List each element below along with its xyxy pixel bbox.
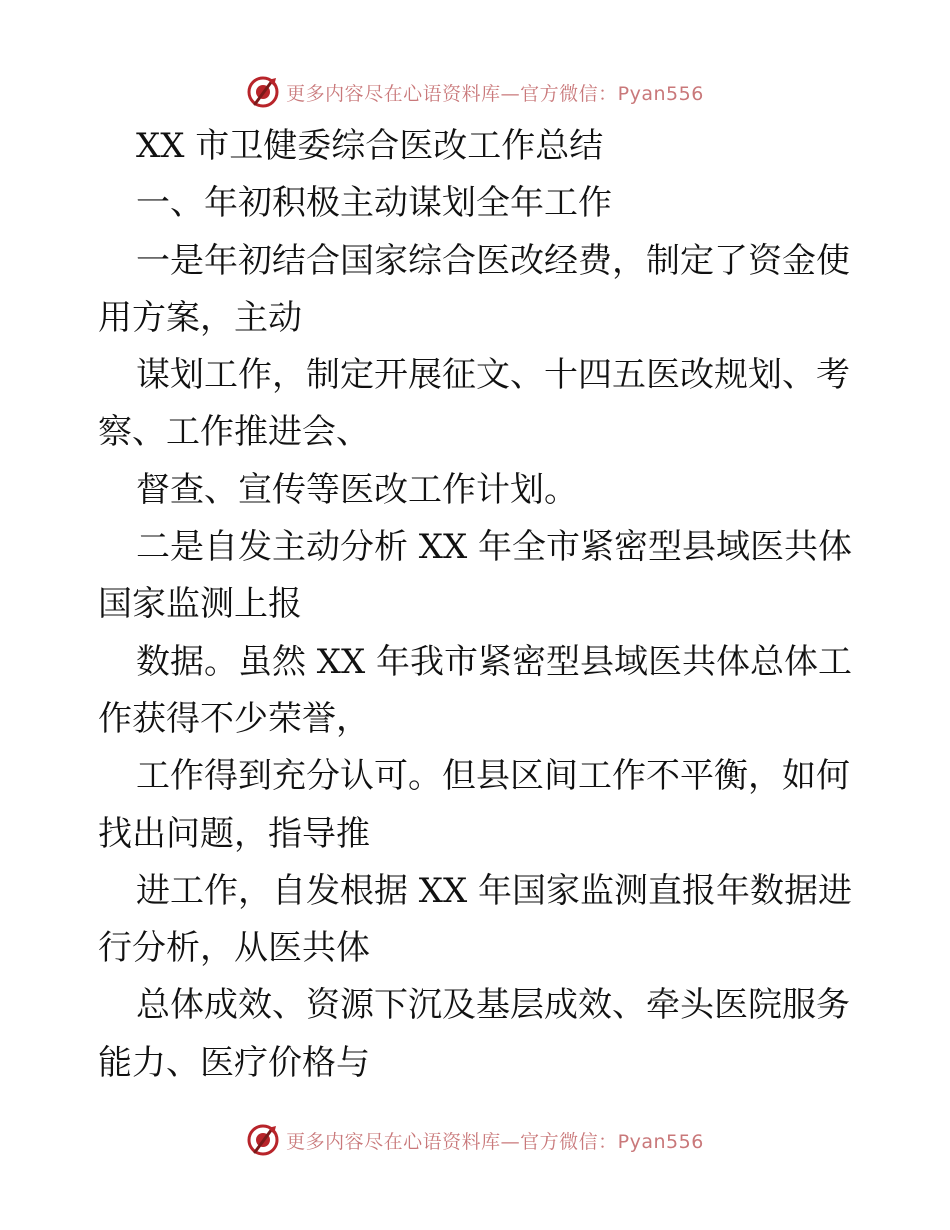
footer-banner	[0, 1120, 950, 1160]
text-line: 总体成效、资源下沉及基层成效、牵头医院服务	[136, 985, 850, 1026]
text-line: 一是年初结合国家综合医改经费，制定了资金使	[136, 240, 850, 281]
text-line: 用方案，主动	[98, 297, 302, 338]
text-line: 找出问题，指导推	[98, 813, 370, 854]
footer-banner-text: 更多内容尽在心语资料库—官方微信：Pyan556	[286, 1130, 704, 1153]
document-body	[98, 118, 858, 1092]
text-line: 进工作，自发根据 XX 年国家监测直报年数据进	[136, 870, 853, 911]
text-line: 行分析，从医共体	[98, 928, 370, 969]
text-line: 数据。虽然 XX 年我市紧密型县域医共体总体工	[136, 641, 853, 682]
text-line: 督查、宣传等医改工作计划。	[136, 469, 578, 510]
text-line: 谋划工作，制定开展征文、十四五医改规划、考	[136, 355, 850, 396]
text-line: 作获得不少荣誉，	[98, 698, 370, 739]
document-paragraphs	[98, 175, 858, 1092]
text-line: 察、工作推进会、	[98, 412, 370, 453]
brand-logo-icon	[246, 75, 280, 109]
text-line: 二是自发主动分析 XX 年全市紧密型县域医共体	[136, 527, 853, 568]
text-line: 一、年初积极主动谋划全年工作	[136, 183, 612, 224]
text-line: 工作得到充分认可。但县区间工作不平衡，如何	[136, 756, 850, 797]
header-banner-text: 更多内容尽在心语资料库—官方微信：Pyan556	[286, 82, 704, 105]
text-line: 国家监测上报	[98, 584, 302, 625]
text-line: 能力、医疗价格与	[98, 1042, 370, 1083]
brand-logo-icon	[246, 1123, 280, 1157]
document-title: XX 市卫健委综合医改工作总结	[136, 126, 604, 166]
header-banner	[0, 72, 950, 112]
